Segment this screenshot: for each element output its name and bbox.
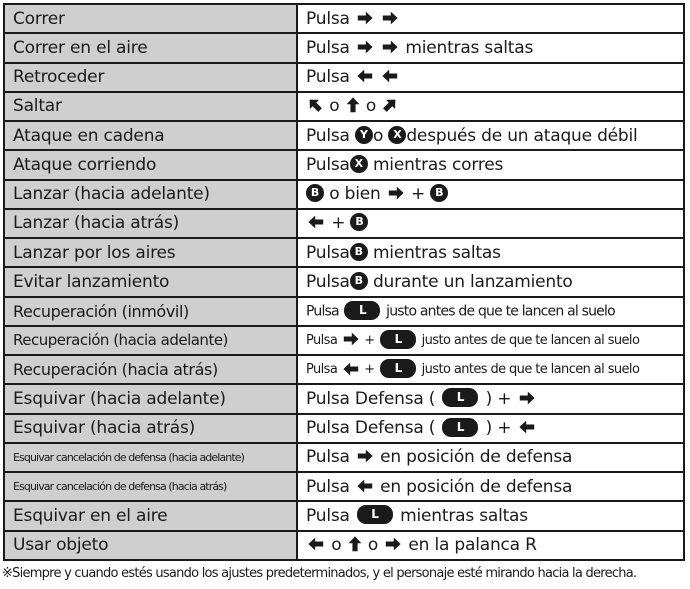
action-label: Correr en el aire bbox=[4, 33, 297, 62]
arrow-up-icon bbox=[347, 536, 363, 552]
action-label: Usar objeto bbox=[4, 531, 297, 561]
command-text: + bbox=[360, 332, 379, 348]
button-l-icon: L bbox=[357, 505, 393, 524]
command-text: Pulsa bbox=[306, 362, 341, 378]
command-cell bbox=[297, 92, 684, 121]
command-cell bbox=[297, 355, 684, 384]
arrow-right-icon bbox=[380, 10, 400, 26]
command-cell bbox=[297, 150, 684, 179]
table-row bbox=[4, 414, 684, 443]
command-text: o bbox=[362, 535, 384, 556]
command-text: Pulsa Defensa ( bbox=[306, 388, 441, 409]
arrow-right-icon bbox=[386, 185, 406, 201]
command-text: después de un ataque débil bbox=[406, 125, 638, 146]
button-x-icon: X bbox=[388, 126, 406, 144]
button-b-icon: B bbox=[350, 213, 368, 231]
arrow-right-icon bbox=[380, 39, 400, 55]
command-text: mientras saltas bbox=[367, 242, 501, 263]
command-text: en posición de defensa bbox=[374, 476, 573, 497]
command-cell bbox=[297, 63, 684, 92]
table-row bbox=[4, 384, 684, 413]
command-text: Pulsa Defensa ( bbox=[306, 418, 441, 439]
command-text: durante un lanzamiento bbox=[367, 271, 573, 292]
command-cell bbox=[297, 4, 684, 33]
command-cell bbox=[297, 472, 684, 501]
table-row bbox=[4, 63, 684, 92]
arrow-right-icon bbox=[355, 448, 375, 464]
command-text: o bbox=[324, 96, 345, 117]
command-text: + bbox=[326, 213, 351, 234]
table-row bbox=[4, 121, 684, 150]
command-text: Pulsa bbox=[306, 505, 355, 526]
table-row bbox=[4, 326, 684, 355]
button-l-icon: L bbox=[442, 418, 478, 437]
command-text: en posición de defensa bbox=[374, 447, 573, 468]
arrow-left-icon bbox=[355, 478, 375, 494]
command-text: ) + bbox=[480, 418, 517, 439]
command-text: Pulsa bbox=[306, 8, 355, 29]
table-row bbox=[4, 355, 684, 384]
command-text: Pulsa bbox=[306, 154, 350, 175]
table-row bbox=[4, 267, 684, 296]
command-cell bbox=[297, 209, 684, 238]
action-label: Esquivar (hacia atrás) bbox=[4, 414, 297, 443]
arrow-up-left-icon bbox=[306, 97, 324, 113]
action-label: Ataque en cadena bbox=[4, 121, 297, 150]
arrow-up-right-icon bbox=[381, 97, 399, 113]
table-row bbox=[4, 4, 684, 33]
table-row bbox=[4, 238, 684, 267]
command-cell bbox=[297, 297, 684, 326]
command-text: o bbox=[372, 125, 389, 146]
action-label: Esquivar en el aire bbox=[4, 501, 297, 530]
command-cell bbox=[297, 443, 684, 472]
action-label: Retroceder bbox=[4, 63, 297, 92]
action-label: Lanzar (hacia atrás) bbox=[4, 209, 297, 238]
command-text: Pulsa bbox=[306, 125, 355, 146]
arrow-left-icon bbox=[341, 361, 361, 377]
command-text: mientras saltas bbox=[400, 37, 534, 58]
table-row bbox=[4, 150, 684, 179]
action-label: Lanzar por los aires bbox=[4, 238, 297, 267]
button-b-icon: B bbox=[350, 243, 368, 261]
command-text: justo antes de que te lancen al suelo bbox=[418, 332, 640, 348]
command-text: Pulsa bbox=[306, 447, 355, 468]
command-cell bbox=[297, 501, 684, 530]
command-text: Pulsa bbox=[306, 476, 355, 497]
command-text: Pulsa bbox=[306, 67, 355, 88]
button-l-icon: L bbox=[380, 330, 416, 349]
button-b-icon: B bbox=[350, 272, 368, 290]
command-cell bbox=[297, 180, 684, 209]
command-cell bbox=[297, 121, 684, 150]
command-text: en la palanca R bbox=[403, 535, 537, 556]
arrow-left-icon bbox=[355, 68, 375, 84]
table-row bbox=[4, 297, 684, 326]
command-text: Pulsa bbox=[306, 303, 343, 320]
footnote: ※Siempre y cuando estés usando los ajustes predeterminados, y el personaje esté mirando hacia la derecha. bbox=[2, 566, 637, 581]
arrow-left-icon bbox=[517, 419, 537, 435]
arrow-right-icon bbox=[355, 10, 375, 26]
action-label: Recuperación (hacia atrás) bbox=[4, 355, 297, 384]
command-text: Pulsa bbox=[306, 271, 350, 292]
command-text: justo antes de que te lancen al suelo bbox=[418, 362, 640, 378]
table-row bbox=[4, 33, 684, 62]
button-l-icon: L bbox=[442, 388, 478, 407]
arrow-right-icon bbox=[383, 536, 403, 552]
table-row bbox=[4, 501, 684, 530]
table-row bbox=[4, 92, 684, 121]
command-text: + bbox=[405, 184, 431, 205]
action-label: Saltar bbox=[4, 92, 297, 121]
command-text: o bbox=[326, 535, 347, 556]
command-text: + bbox=[360, 362, 379, 378]
command-text: o bbox=[360, 96, 382, 117]
command-cell bbox=[297, 326, 684, 355]
arrow-right-icon bbox=[355, 39, 375, 55]
button-b-icon: B bbox=[306, 184, 324, 202]
command-text: o bien bbox=[324, 184, 386, 205]
command-cell bbox=[297, 414, 684, 443]
command-cell bbox=[297, 267, 684, 296]
action-label: Correr bbox=[4, 4, 297, 33]
button-l-icon: L bbox=[344, 301, 380, 320]
command-text: ) + bbox=[480, 388, 517, 409]
command-text: Pulsa bbox=[306, 242, 350, 263]
command-text: justo antes de que te lancen al suelo bbox=[382, 303, 615, 320]
command-text: Pulsa bbox=[306, 37, 355, 58]
action-label: Recuperación (hacia adelante) bbox=[4, 326, 297, 355]
arrow-left-icon bbox=[306, 214, 326, 230]
button-x-icon: X bbox=[350, 155, 368, 173]
table-row bbox=[4, 180, 684, 209]
command-cell bbox=[297, 531, 684, 561]
command-cell bbox=[297, 238, 684, 267]
button-l-icon: L bbox=[380, 359, 416, 378]
table-row bbox=[4, 443, 684, 472]
action-label: Esquivar cancelación de defensa (hacia atrás) bbox=[4, 472, 297, 501]
arrow-right-icon bbox=[517, 390, 537, 406]
command-cell bbox=[297, 33, 684, 62]
action-label: Esquivar (hacia adelante) bbox=[4, 384, 297, 413]
table-row bbox=[4, 209, 684, 238]
action-label: Ataque corriendo bbox=[4, 150, 297, 179]
arrow-up-icon bbox=[345, 97, 361, 113]
action-label: Recuperación (inmóvil) bbox=[4, 297, 297, 326]
arrow-right-icon bbox=[341, 331, 361, 347]
arrow-left-icon bbox=[306, 536, 326, 552]
button-b-icon: B bbox=[430, 184, 448, 202]
command-text: Pulsa bbox=[306, 332, 341, 348]
button-y-icon: Y bbox=[355, 126, 373, 144]
table-row bbox=[4, 472, 684, 501]
command-text: mientras saltas bbox=[394, 505, 528, 526]
table-row bbox=[4, 531, 684, 561]
controls-table bbox=[3, 3, 685, 561]
arrow-left-icon bbox=[380, 68, 400, 84]
action-label: Lanzar (hacia adelante) bbox=[4, 180, 297, 209]
command-cell bbox=[297, 384, 684, 413]
action-label: Esquivar cancelación de defensa (hacia adelante) bbox=[4, 443, 297, 472]
action-label: Evitar lanzamiento bbox=[4, 267, 297, 296]
command-text: mientras corres bbox=[367, 154, 504, 175]
